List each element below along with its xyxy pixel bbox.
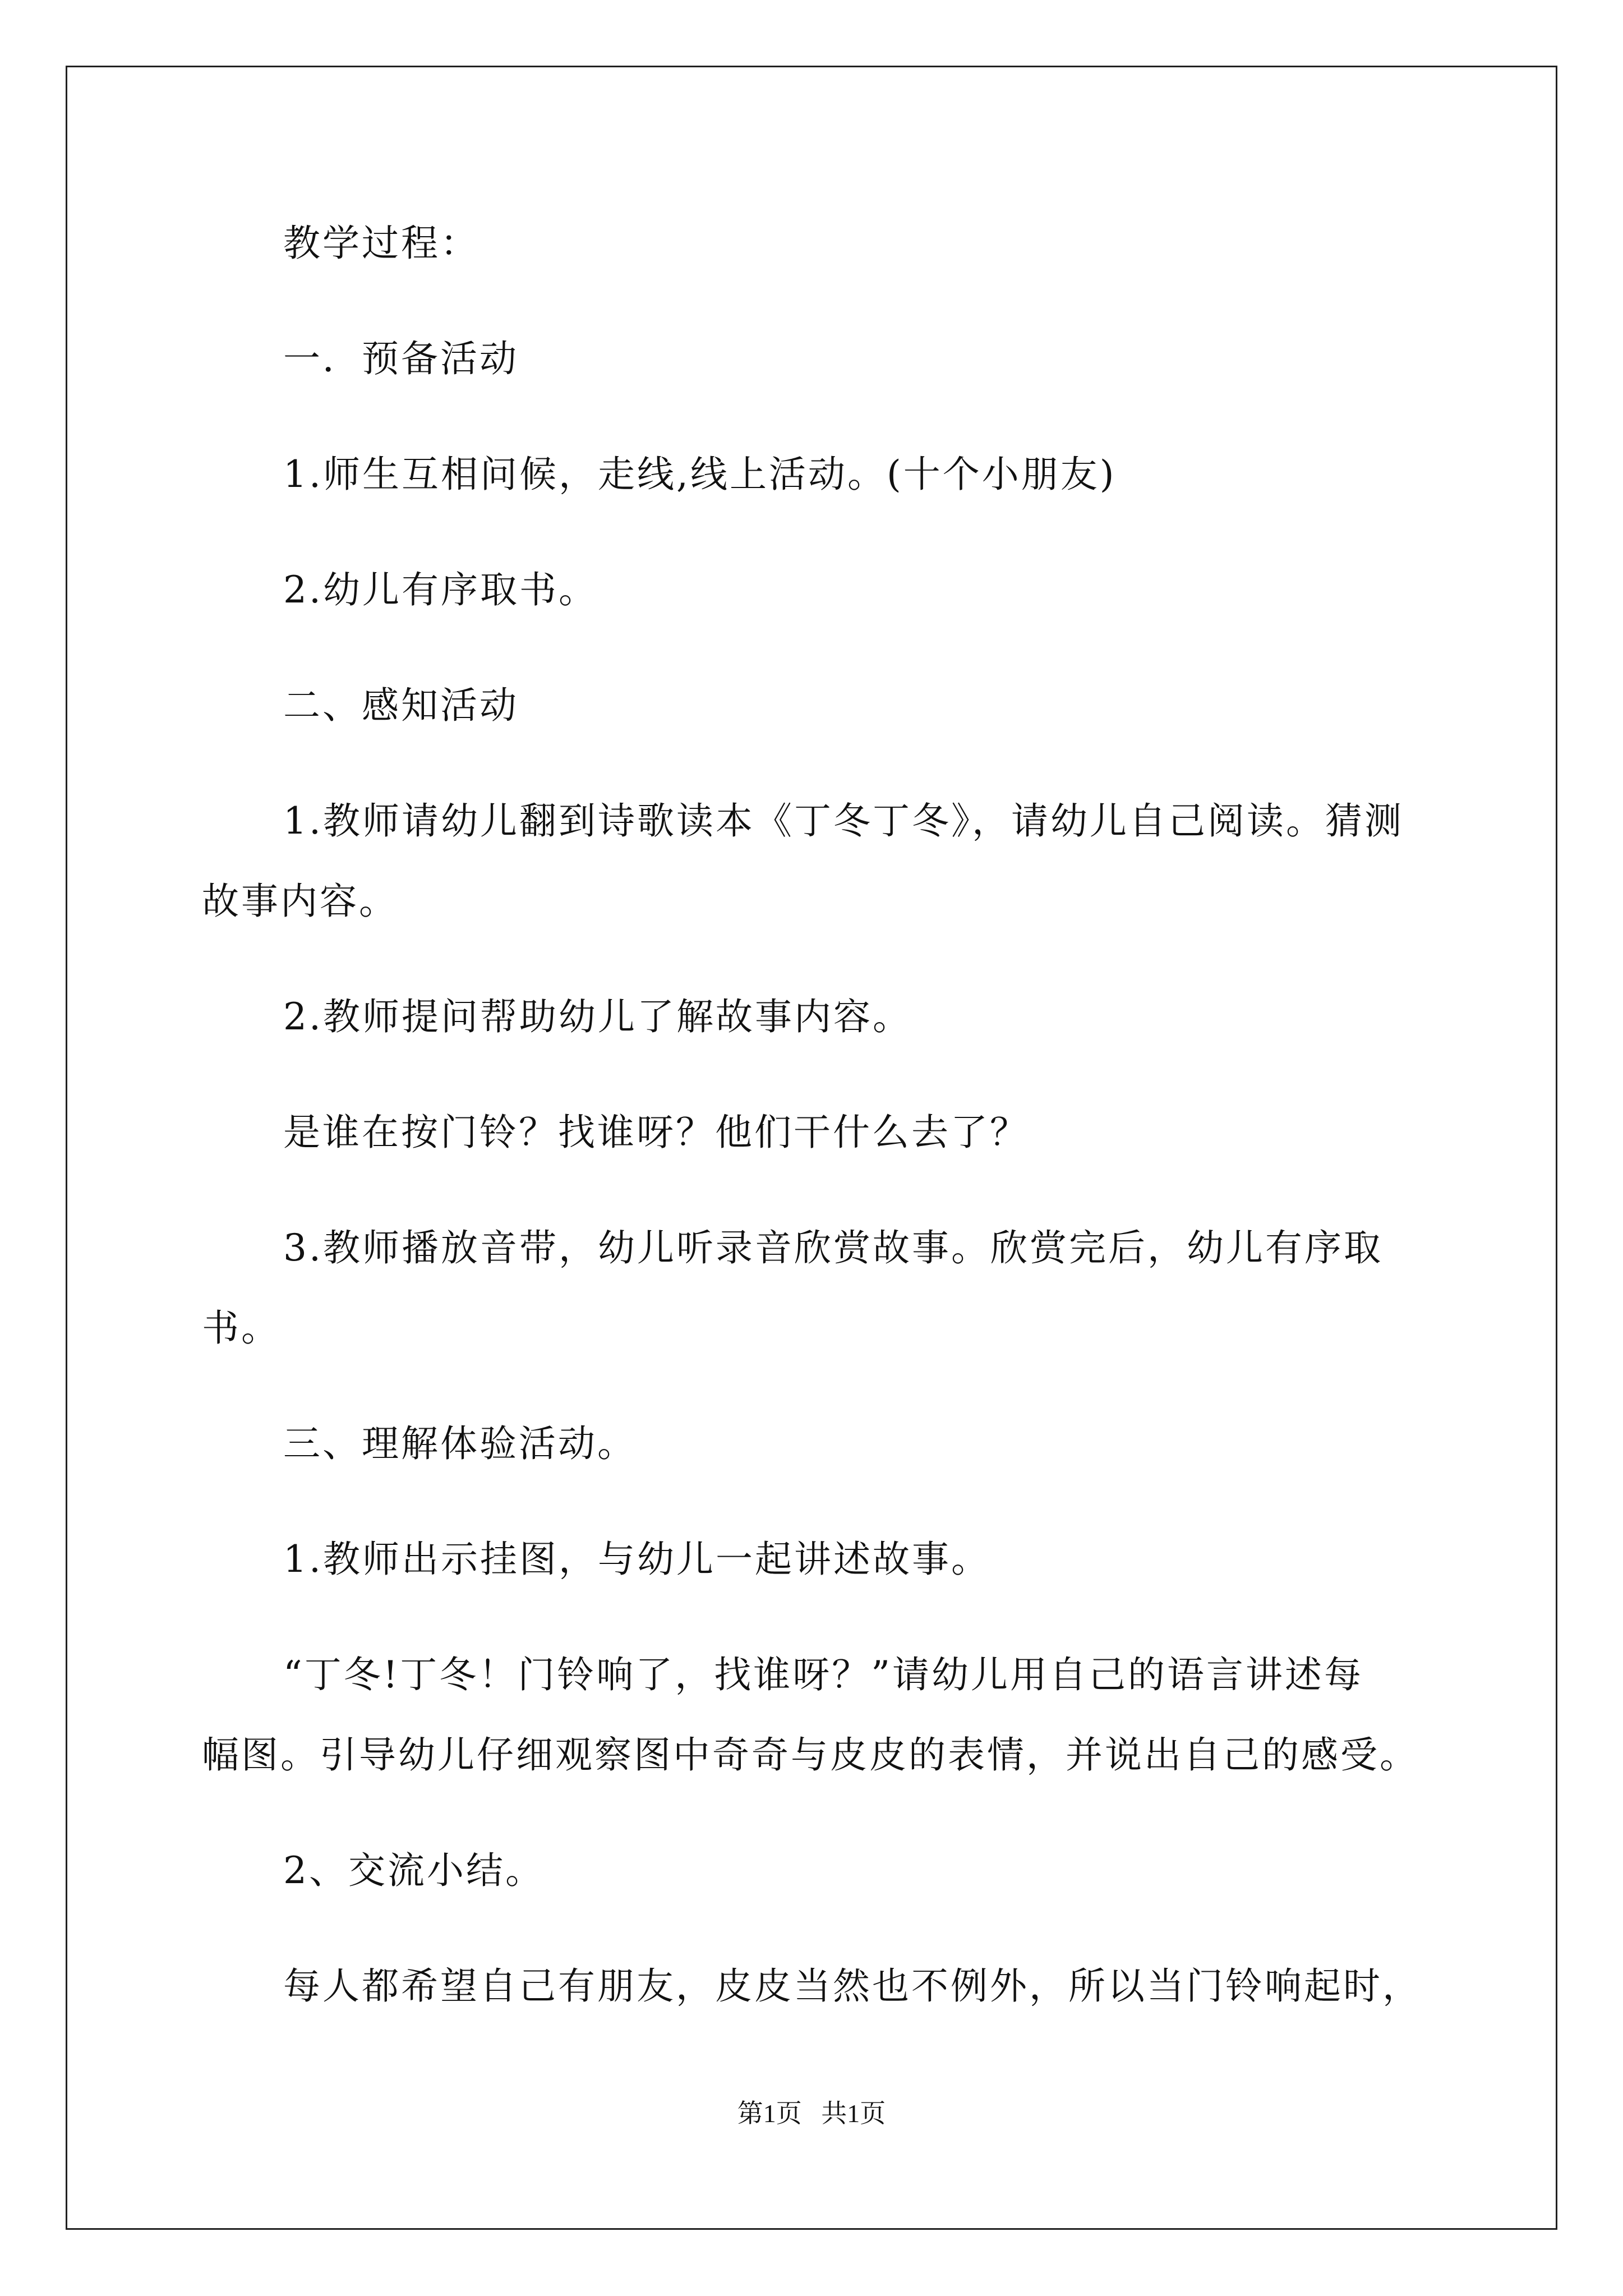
text-line: 1.教师请幼儿翻到诗歌读本《丁冬丁冬》，请幼儿自己阅读。猜测 — [283, 799, 1404, 843]
text-line: “丁冬!丁冬！门铃响了，找谁呀？”请幼儿用自己的语言讲述每 — [283, 1653, 1364, 1696]
text-line: 书。 — [202, 1306, 280, 1350]
text-line: 三、理解体验活动。 — [283, 1422, 637, 1465]
text-line: 2、交流小结。 — [283, 1849, 545, 1892]
text-line: 每人都希望自己有朋友，皮皮当然也不例外，所以当门铃响起时， — [283, 1964, 1422, 2008]
page-number-footer: 第1页 共1页 — [737, 2099, 886, 2128]
text-line: 3.教师播放音带，幼儿听录音欣赏故事。欣赏完后，幼儿有序取 — [283, 1226, 1383, 1269]
text-line: 2.教师提问帮助幼儿了解故事内容。 — [283, 995, 912, 1038]
text-line: 1.教师出示挂图，与幼儿一起讲述故事。 — [283, 1538, 990, 1581]
text-line: 故事内容。 — [202, 880, 398, 923]
text-line: 教学过程： — [283, 222, 479, 265]
text-line: 2.幼儿有序取书。 — [283, 568, 598, 611]
text-line: 一．预备活动 — [283, 337, 519, 380]
text-line: 是谁在按门铃？找谁呀？他们干什么去了？ — [283, 1111, 1029, 1154]
text-line: 二、感知活动 — [283, 684, 519, 727]
text-line: 1.师生互相问候，走线,线上活动。(十个小朋友) — [283, 453, 1117, 496]
text-line: 幅图。引导幼儿仔细观察图中奇奇与皮皮的表情，并说出自己的感受。 — [202, 1733, 1419, 1777]
